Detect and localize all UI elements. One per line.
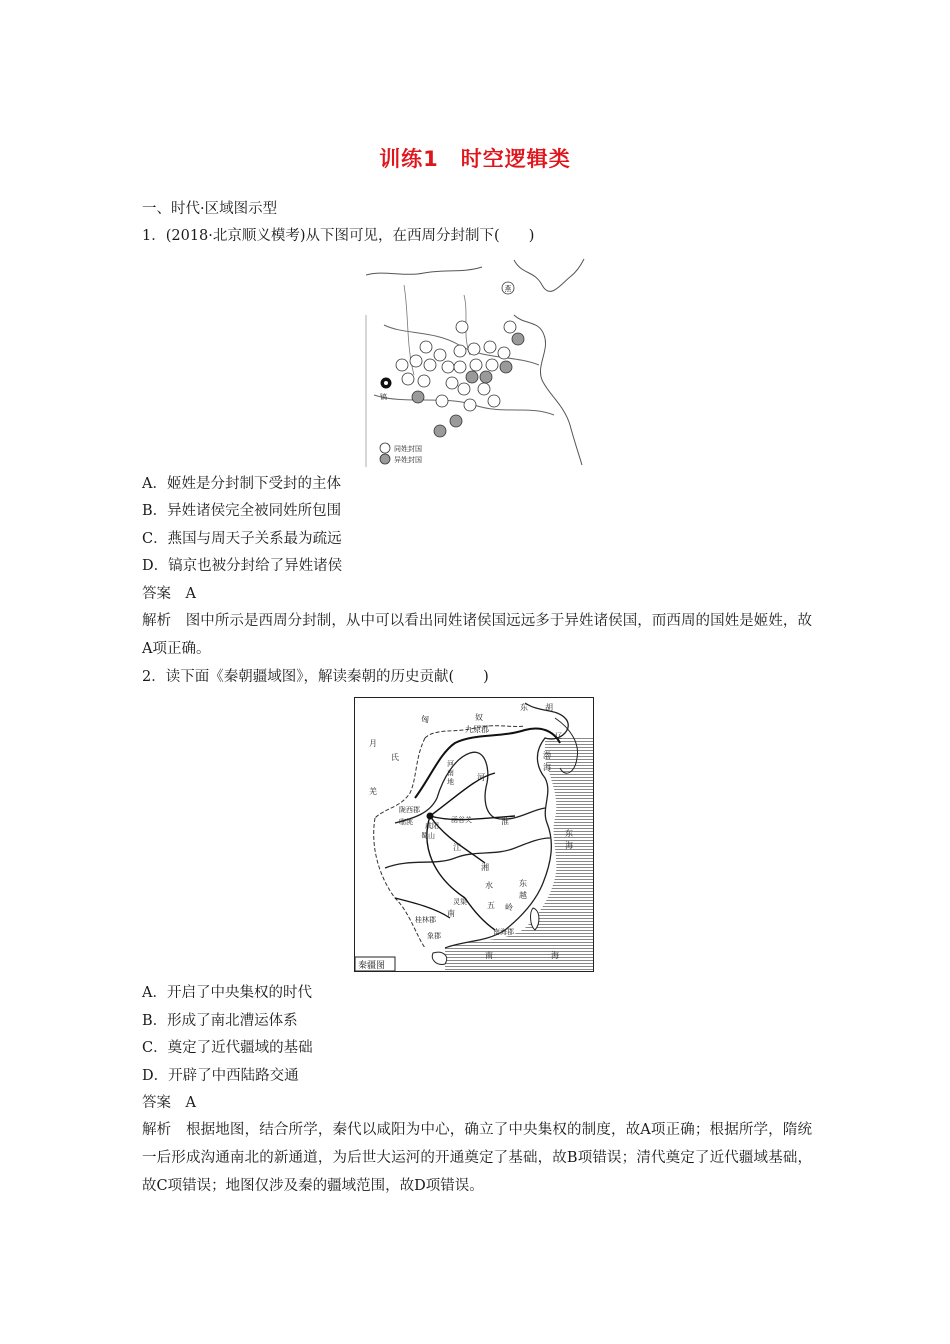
label-donghu-2: 胡 — [545, 703, 553, 712]
label-lingqu: 灵渠 — [453, 898, 467, 906]
label-donghai-1: 东 — [565, 829, 573, 838]
label-dongyue-1: 东 — [519, 879, 527, 888]
label-xiangjun: 象郡 — [427, 932, 441, 940]
q1-option-a: A．姬姓是分封制下受封的主体 — [142, 476, 341, 492]
page-title: 训练1 时空逻辑类 — [379, 147, 571, 171]
q1-option-c: C．燕国与周天子关系最为疏远 — [142, 531, 342, 547]
q2-answer: 答案 A — [142, 1095, 196, 1111]
label-ling: 岭 — [505, 903, 513, 912]
q2-option-b: B．形成了南北漕运体系 — [142, 1013, 298, 1029]
label-huai: 淮 — [501, 817, 509, 826]
map-label-hao: 镐 — [380, 393, 387, 401]
label-shui: 水 — [485, 881, 493, 890]
map-label-yan: 燕 — [504, 285, 512, 293]
label-bohai-2: 海 — [543, 763, 551, 772]
question-2-stem: 2．读下面《秦朝疆域图》，解读秦朝的历史贡献( ) — [142, 669, 489, 685]
label-henan-2: 南 — [447, 769, 454, 777]
label-donghu-1: 东 — [520, 703, 528, 712]
label-lintao: 临洮 — [399, 818, 413, 826]
label-yuezhi-2: 氏 — [391, 753, 399, 762]
section-heading: 一、时代·区域图示型 — [142, 201, 278, 217]
q2-option-d: D．开辟了中西陆路交通 — [142, 1068, 299, 1084]
q1-option-d: D．镐京也被分封给了异姓诸侯 — [142, 558, 343, 574]
map-caption: 秦疆图 — [358, 961, 386, 971]
label-he: 河 — [477, 773, 485, 782]
label-henan-1: 河 — [447, 760, 454, 768]
label-xianyang: 咸阳 — [425, 822, 439, 830]
label-dongyue-2: 越 — [519, 891, 527, 900]
label-wu: 五 — [487, 901, 495, 910]
q2-option-c: C．奠定了近代疆域的基础 — [142, 1040, 313, 1056]
legend-same-surname: 同姓封国 — [394, 445, 422, 453]
label-nanhai-2: 海 — [551, 951, 559, 960]
qin-territory-map — [354, 697, 594, 972]
label-xiang: 湘 — [481, 863, 489, 872]
label-jiang: 江 — [453, 843, 461, 852]
western-zhou-fief-map — [364, 255, 586, 467]
label-guilin: 桂林郡 — [415, 916, 436, 924]
q1-answer: 答案 A — [142, 586, 196, 602]
label-yuezhi-1: 月 — [369, 739, 377, 748]
label-qiang: 羌 — [369, 787, 377, 796]
label-hangu: 函谷关 — [451, 816, 472, 824]
label-jiuyuan: 九原郡 — [465, 725, 489, 734]
label-donghai-2: 海 — [565, 841, 573, 850]
q2-analysis: 解析 根据地图，结合所学，秦代以咸阳为中心，确立了中央集权的制度，故A项正确；根据所学，隋统一后形成沟通南北的新通道，为后世大运河的开通奠定了基础，故B项错误；清代奠定了近代疆域基础，故C项错误；地图仅涉及秦的疆域范围，故D项错误。 — [142, 1122, 812, 1194]
q1-analysis: 解析 图中所示是西周分封制，从中可以看出同姓诸侯国远远多于异姓诸侯国，而西周的国姓是姬姓，故A项正确。 — [142, 613, 812, 657]
label-nanhai-1: 南 — [485, 951, 493, 960]
label-xiongnu-2: 奴 — [475, 713, 483, 722]
label-liao: 辽 — [555, 732, 562, 740]
label-nan: 南 — [447, 909, 455, 918]
question-1-stem: 1．(2018·北京顺义模考)从下图可见，在西周分封制下( ) — [142, 228, 535, 244]
label-bohai-1: 渤 — [543, 751, 551, 760]
q1-option-b: B．异姓诸侯完全被同姓所包围 — [142, 503, 342, 519]
label-nanhaijun: 南海郡 — [493, 928, 514, 936]
label-shu: 蜀山 — [421, 832, 435, 840]
label-longxi: 陇西郡 — [399, 806, 420, 814]
label-xiongnu-1: 匈 — [421, 715, 429, 724]
q2-option-a: A．开启了中央集权的时代 — [142, 985, 312, 1001]
label-henan-3: 地 — [447, 778, 454, 786]
legend-different-surname: 异姓封国 — [394, 456, 422, 464]
